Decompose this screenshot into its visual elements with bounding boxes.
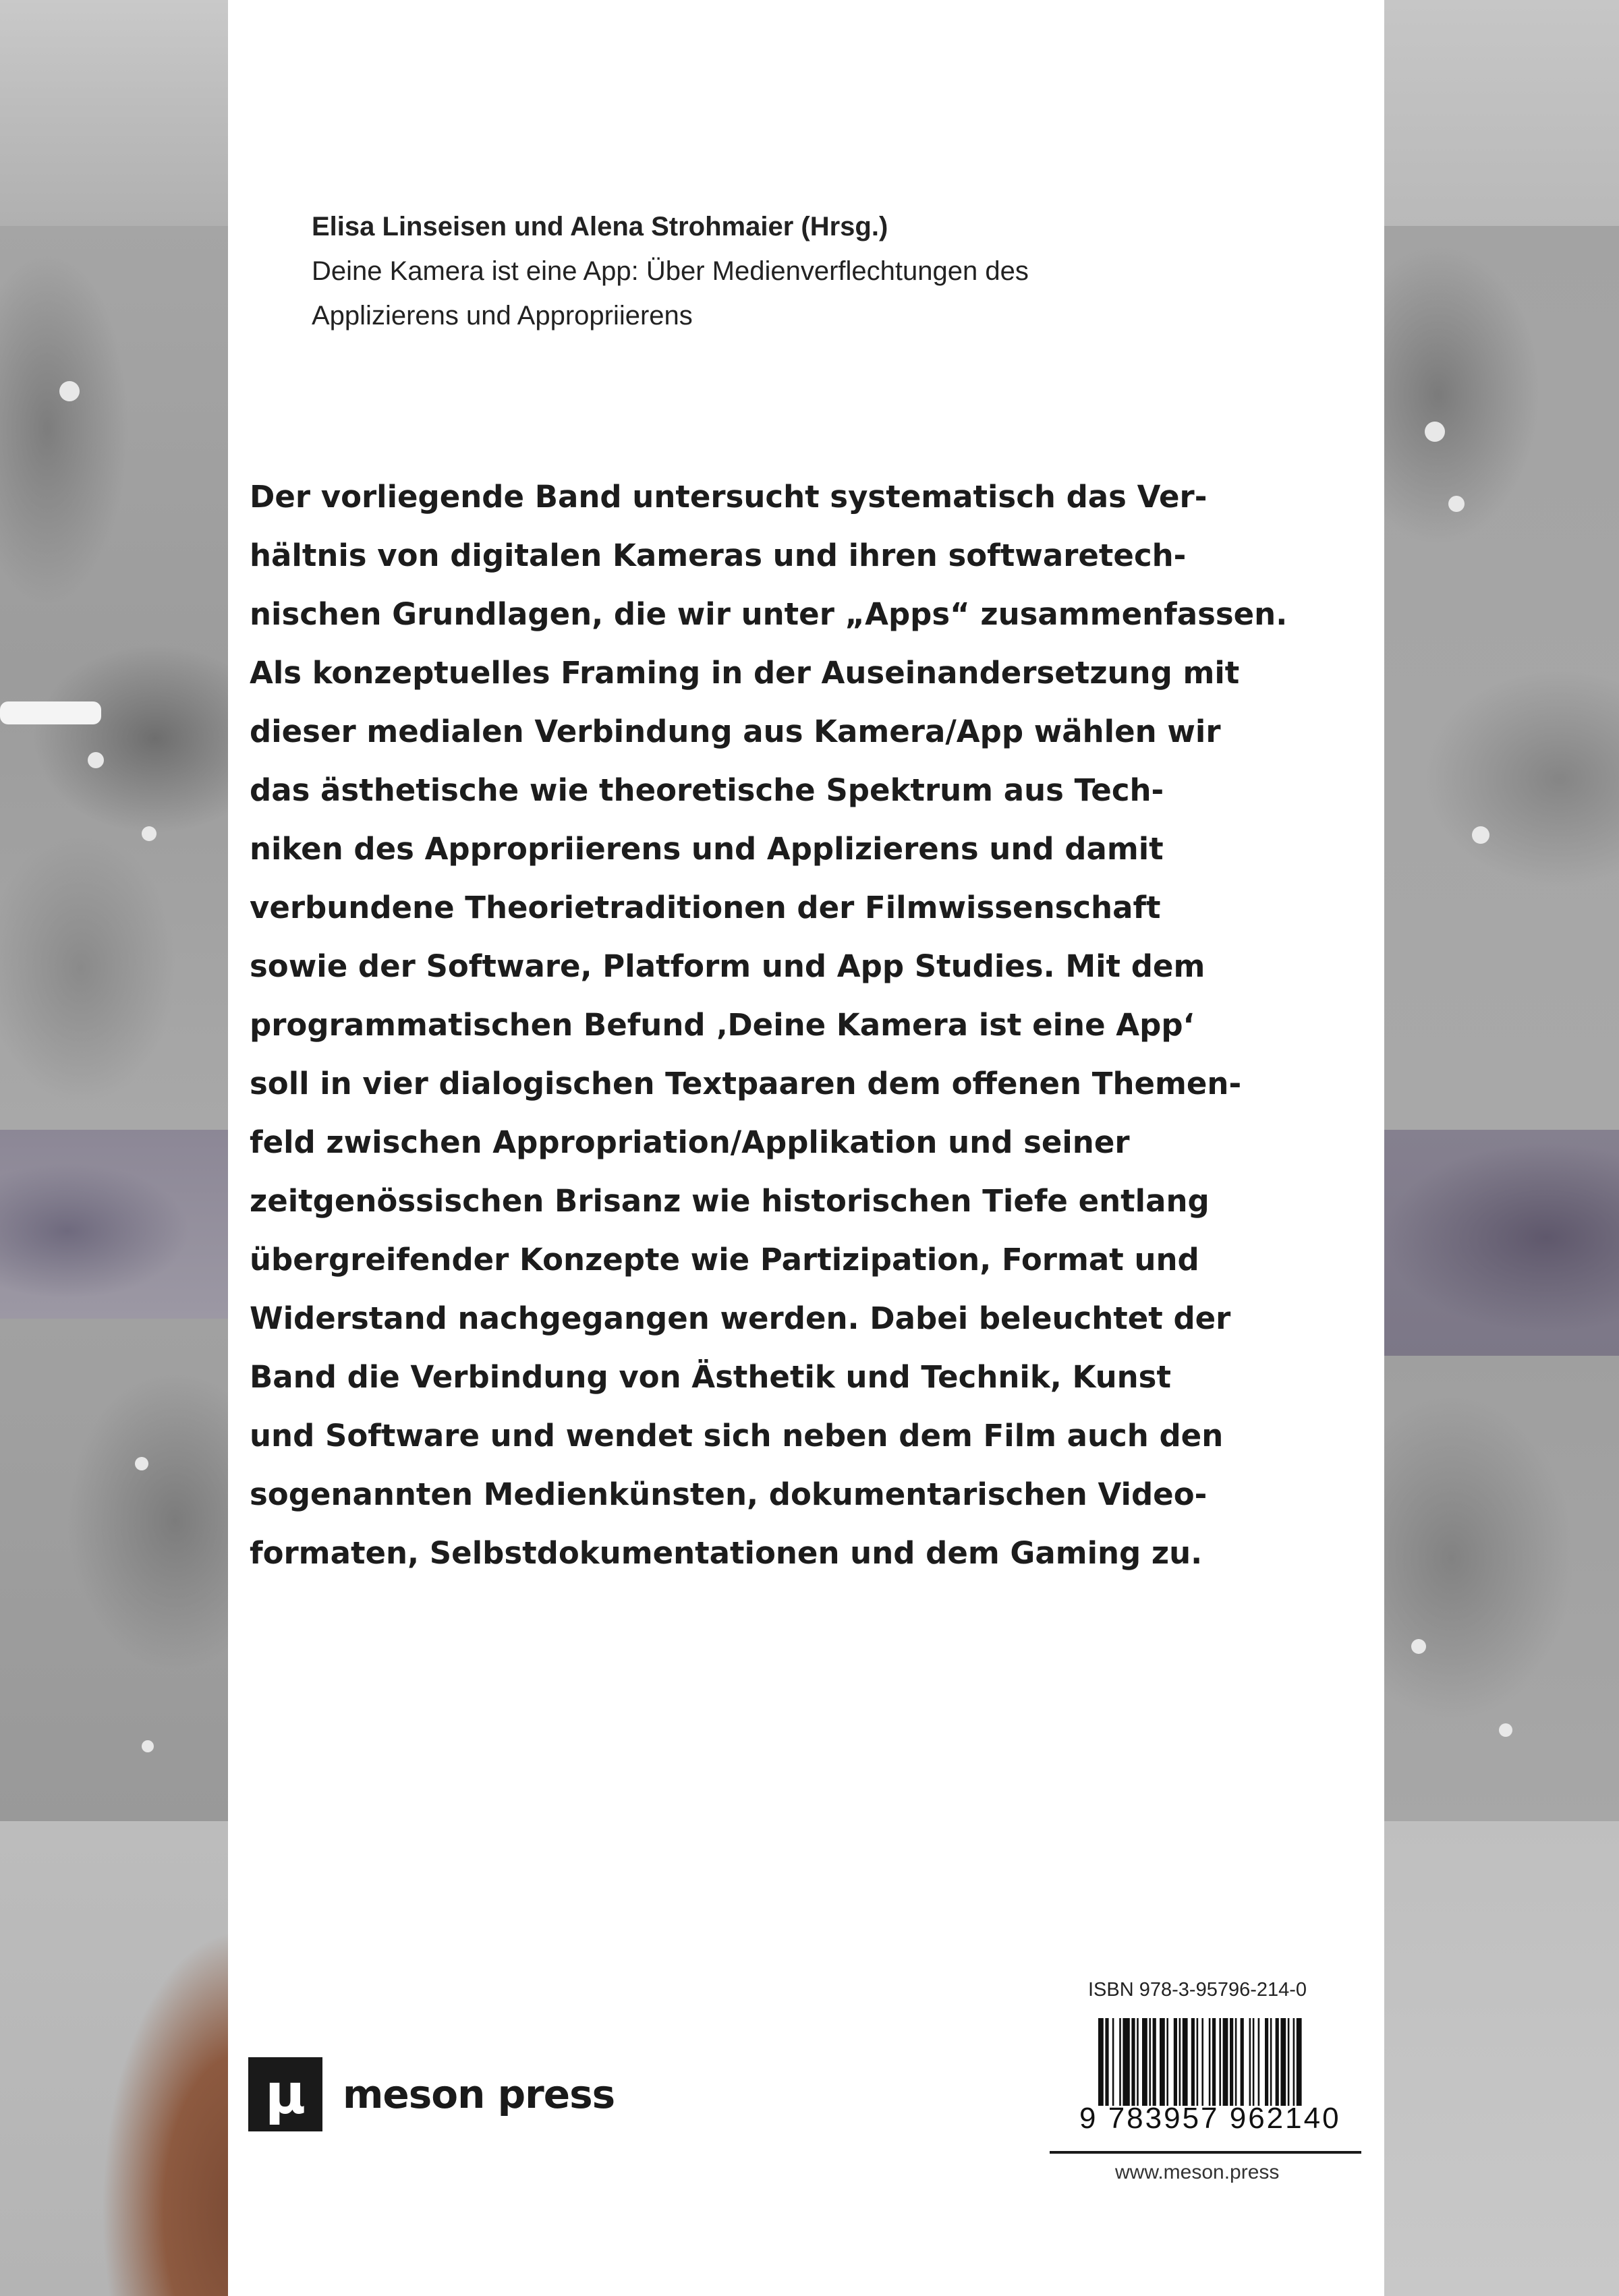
- back-cover-panel: [228, 0, 1384, 2296]
- barcode-bar: [1258, 2018, 1260, 2106]
- barcode-bar: [1297, 2018, 1302, 2106]
- barcode-bar: [1276, 2018, 1279, 2106]
- blurb-line: Band die Verbindung von Ästhetik und Technik, Kunst: [250, 1359, 1171, 1395]
- background-band: [1384, 226, 1619, 1130]
- book-title-line-2: Applizierens und Appropriierens: [312, 301, 693, 331]
- background-speck: [88, 752, 104, 768]
- book-header: [312, 204, 1290, 338]
- barcode-bar: [1179, 2018, 1181, 2106]
- barcode-bar: [1235, 2018, 1237, 2106]
- isbn-label: ISBN 978-3-95796-214-0: [1088, 1979, 1307, 2001]
- blurb-line: verbundene Theorietraditionen der Filmwissenschaft: [250, 890, 1161, 925]
- background-highlight: [0, 701, 101, 724]
- editors: Elisa Linseisen und Alena Strohmaier (Hrsg.): [312, 212, 888, 241]
- background-band: [0, 1821, 228, 2296]
- background-band: [0, 226, 228, 1130]
- blurb-line: nischen Grundlagen, die wir unter „Apps“ zusammenfassen.: [250, 596, 1288, 632]
- blurb-line: soll in vier dialogischen Textpaaren dem offenen Themen-: [250, 1066, 1242, 1101]
- background-speck: [135, 1457, 148, 1470]
- barcode-bar: [1253, 2018, 1255, 2106]
- barcode-bar: [1288, 2018, 1290, 2106]
- barcode-bar: [1201, 2018, 1203, 2106]
- barcode-bar: [1174, 2018, 1177, 2106]
- background-band: [0, 1130, 228, 1319]
- background-band: [1384, 0, 1619, 226]
- blurb-line: niken des Appropriierens und Applizierens und damit: [250, 831, 1164, 867]
- barcode-bar: [1293, 2018, 1295, 2106]
- barcode-icon: [1098, 2018, 1348, 2106]
- divider: [1050, 2151, 1361, 2154]
- barcode-bar: [1249, 2018, 1251, 2106]
- barcode-bar: [1153, 2018, 1156, 2106]
- blurb-line: Der vorliegende Band untersucht systematisch das Ver-: [250, 479, 1208, 515]
- meson-logo-icon: µ: [248, 2057, 322, 2131]
- blurb-line: zeitgenössischen Brisanz wie historischen Tiefe entlang: [250, 1183, 1210, 1219]
- background-band: [1384, 1130, 1619, 1356]
- barcode-bar: [1209, 2018, 1211, 2106]
- barcode-bar: [1280, 2018, 1286, 2106]
- publisher-logo: [248, 2057, 615, 2131]
- barcode-bar: [1142, 2018, 1147, 2106]
- background-speck: [59, 381, 80, 401]
- blurb-line: und Software und wendet sich neben dem Film auch den: [250, 1418, 1224, 1454]
- publisher-website: www.meson.press: [1115, 2161, 1280, 2183]
- background-photo-right: [1384, 0, 1619, 2296]
- barcode-digits: 9 783957 962140: [1079, 2102, 1341, 2135]
- background-band: [0, 1319, 228, 1821]
- blurb-text: [250, 467, 1396, 1582]
- blurb-line: hältnis von digitalen Kameras und ihren softwaretech-: [250, 538, 1187, 573]
- blurb-line: übergreifender Konzepte wie Partizipation, Format und: [250, 1242, 1199, 1278]
- blurb-line: sowie der Software, Platform und App Studies. Mit dem: [250, 948, 1205, 984]
- barcode-bar: [1137, 2018, 1139, 2106]
- background-speck: [1499, 1723, 1512, 1737]
- blurb-line: programmatischen Befund ‚Deine Kamera ist eine App‘: [250, 1007, 1195, 1043]
- background-speck: [1448, 496, 1465, 512]
- background-speck: [142, 1740, 154, 1752]
- barcode-bar: [1098, 2018, 1104, 2106]
- background-speck: [1425, 422, 1445, 442]
- barcode-bar: [1265, 2018, 1268, 2106]
- barcode-bar: [1212, 2018, 1216, 2106]
- barcode-bar: [1149, 2018, 1151, 2106]
- barcode-bar: [1131, 2018, 1135, 2106]
- barcode-bar: [1219, 2018, 1221, 2106]
- background-band: [1384, 1356, 1619, 1821]
- blurb-line: dieser medialen Verbindung aus Kamera/App wählen wir: [250, 714, 1221, 749]
- blurb-line: Als konzeptuelles Framing in der Auseinandersetzung mit: [250, 655, 1240, 691]
- barcode-bar: [1241, 2018, 1244, 2106]
- background-band: [0, 0, 228, 226]
- barcode-bar: [1223, 2018, 1228, 2106]
- blurb-line: formaten, Selbstdokumentationen und dem Gaming zu.: [250, 1535, 1203, 1571]
- barcode-bar: [1270, 2018, 1272, 2106]
- background-band: [1384, 1821, 1619, 2296]
- barcode-bar: [1105, 2018, 1108, 2106]
- barcode-bar: [1123, 2018, 1129, 2106]
- barcode-bar: [1197, 2018, 1199, 2106]
- background-speck: [1411, 1639, 1426, 1654]
- blurb-line: das ästhetische wie theoretische Spektrum aus Tech-: [250, 772, 1164, 808]
- barcode-bar: [1230, 2018, 1233, 2106]
- background-speck: [1472, 826, 1489, 844]
- barcode-bar: [1112, 2018, 1114, 2106]
- barcode-bar: [1191, 2018, 1195, 2106]
- blurb-line: feld zwischen Appropriation/Applikation und seiner: [250, 1124, 1130, 1160]
- barcode-bar: [1183, 2018, 1188, 2106]
- blurb-line: Widerstand nachgegangen werden. Dabei beleuchtet der: [250, 1300, 1231, 1336]
- barcode-bar: [1119, 2018, 1121, 2106]
- book-title-line-1: Deine Kamera ist eine App: Über Medienverflechtungen des: [312, 256, 1029, 286]
- barcode-bar: [1166, 2018, 1168, 2106]
- background-photo-left: [0, 0, 228, 2296]
- background-speck: [142, 826, 157, 841]
- barcode-bar: [1160, 2018, 1165, 2106]
- publisher-name: meson press: [343, 2071, 615, 2117]
- blurb-line: sogenannten Medienkünsten, dokumentarischen Video-: [250, 1476, 1208, 1512]
